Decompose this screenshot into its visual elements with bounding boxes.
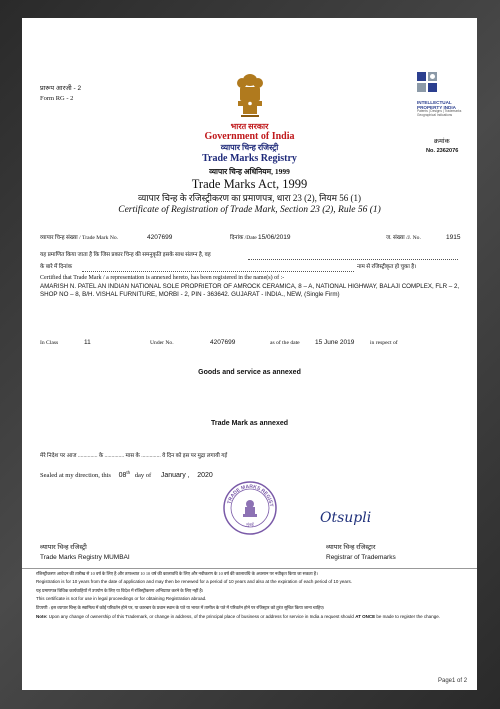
ip-india-logo bbox=[417, 72, 467, 117]
goods-services: Goods and service as annexed bbox=[198, 369, 301, 376]
ip-logo-title: INTELLECTUAL PROPERTY INDIA bbox=[417, 100, 456, 111]
footer-en-1: Registration is for 10 years from the date of application and may then be renewed for a period of 10 years and also at the expiration of each period of 10 years. bbox=[36, 579, 352, 584]
footer-hindi-2: यह प्रमाणपत्र विधिक कार्यवाहियों में उपयोग के लिए या विदेश में रजिस्ट्रीकरण अभिप्राप्त करने के लिए नहीं है। bbox=[36, 588, 204, 593]
govt-en: Government of India bbox=[204, 131, 295, 142]
ip-logo-icon bbox=[417, 72, 439, 94]
fill-line bbox=[82, 271, 354, 272]
form-label-en: Form RG - 2 bbox=[40, 95, 74, 102]
hindi-cert-line2b: नाम से रजिस्ट्रीकृत हो चुका है। bbox=[357, 264, 417, 270]
page-number: Page1 of 2 bbox=[438, 678, 468, 684]
national-emblem-icon bbox=[234, 70, 266, 122]
signature-text: Otsupli bbox=[320, 510, 372, 526]
hindi-cert-line2a: के बारे में दिनांक bbox=[40, 264, 73, 270]
hindi-cert-line1: यह प्रमाणित किया जाता है कि जिस प्रकार चिन्ह की समनुकृति इसके साथ संलग्न है, वह bbox=[40, 252, 211, 258]
under-no-label: Under No. bbox=[150, 340, 174, 346]
seal-text: TRADE MARKS REGIST bbox=[226, 483, 274, 508]
tm-number: 4207699 bbox=[147, 234, 173, 241]
certified-line: Certified that Trade Mark / a representation is annexed hereto, has been registered in the name(s) of :- bbox=[40, 275, 285, 281]
as-of-label: as of the date bbox=[270, 340, 300, 346]
seal-city: मुंबई bbox=[246, 523, 254, 528]
registry-hindi-sign: व्यापार चिन्ह रजिस्ट्री bbox=[40, 544, 87, 551]
registrar-en: Registrar of Trademarks bbox=[326, 554, 396, 561]
journal-label: ज. संख्या /J. No. bbox=[386, 235, 421, 241]
in-respect-label: in respect of bbox=[370, 340, 398, 346]
journal-number: 1915 bbox=[446, 234, 461, 241]
as-of-date: 15 June 2019 bbox=[315, 339, 355, 346]
in-class-label: In Class bbox=[40, 340, 59, 346]
kramank-label: क्रमांक bbox=[434, 138, 450, 145]
registry-mumbai: Trade Marks Registry MUMBAI bbox=[40, 554, 130, 561]
form-label-hindi: प्रारूप आरजी - 2 bbox=[40, 85, 82, 92]
footer-hindi-3: टिप्पणी : इस व्यापार चिन्ह के स्वामित्व में कोई परिवर्तन होने पर, या कारबार के प्रधान स्थान के पते या भारत में तामील के पते में परिवर्तन होने पर रजिस्ट्रार को तुरंत सूचित किया जाना चाहिए। bbox=[36, 605, 325, 610]
registrar-hindi: व्यापार चिन्ह रजिस्ट्रार bbox=[326, 544, 376, 551]
trademark-annexed: Trade Mark as annexed bbox=[210, 420, 289, 427]
hindi-seal-line: मेरे निदेश पर आज .............. के .............. मास के .............. वे दिन को इस पर मुद्रा लगायी गई bbox=[40, 453, 228, 459]
act-hindi: व्यापार चिन्ह अधिनियम, 1999 bbox=[209, 167, 290, 176]
footer-note: Note: Upon any change of ownership of this Trademark, or change in address, of the principal place of business or address for service in India a request should AT ONCE be made to register the change. bbox=[36, 614, 440, 619]
footer-divider bbox=[22, 568, 477, 569]
govt-hindi: भारत सरकार bbox=[230, 122, 269, 131]
sealed-line: Sealed at my direction, this 08th day of January , 2020 bbox=[40, 470, 213, 480]
footer-hindi-1: रजिस्ट्रीकरण आवेदन की तारीख से 10 वर्ष के लिए है और तत्पश्चात 10 10 वर्ष की कालावधि के लिए और नवीकरण के 10 वर्ष की कालावधि के अवसान पर नवीकृत किया जा सकता है। bbox=[36, 571, 318, 576]
under-number: 4207699 bbox=[210, 339, 236, 346]
registry-hindi: व्यापार चिन्ह रजिस्ट्री bbox=[220, 143, 279, 152]
act-en: Trade Marks Act, 1999 bbox=[191, 177, 308, 191]
fill-line bbox=[248, 259, 458, 260]
date-value: 15/06/2019 bbox=[258, 234, 291, 241]
date-label: दिनांक /Date bbox=[230, 235, 257, 241]
registry-seal-icon bbox=[222, 480, 278, 536]
footer-en-2: This certificate is not for use in legal proceedings or for obtaining Registration abroad. bbox=[36, 596, 207, 601]
ip-logo-subtitle: Patents | Designs | Trademarks Geographical Indications bbox=[417, 109, 462, 117]
owner-details: AMARISH N. PATEL AN INDIAN NATIONAL SOLE PROPRIETOR OF AMROCK CERAMICA, 8 – A, NATIONAL HIGHWAY, BALAJI COMPLEX, FLR – 2, SHOP NO – 8, B/H. VISHAL FURNITURE, MORBI - 2, PIN - 363642. GUJARAT - INDIA., NEW, (Single Firm) bbox=[40, 283, 460, 299]
cert-title-hindi: व्यापार चिन्ह के रजिस्ट्रीकरण का प्रमाणपत्र, धारा 23 (2), नियम 56 (1) bbox=[137, 193, 362, 203]
certificate-number: No. 2362076 bbox=[426, 148, 459, 154]
cert-title-en: Certificate of Registration of Trade Mark, Section 23 (2), Rule 56 (1) bbox=[118, 205, 381, 215]
class-number: 11 bbox=[84, 339, 91, 346]
registrar-signature-icon bbox=[318, 504, 378, 530]
certificate-page bbox=[22, 18, 477, 690]
registry-en: Trade Marks Registry bbox=[202, 153, 297, 164]
tm-no-label: व्यापार चिन्ह संख्या / Trade Mark No. bbox=[40, 235, 119, 241]
